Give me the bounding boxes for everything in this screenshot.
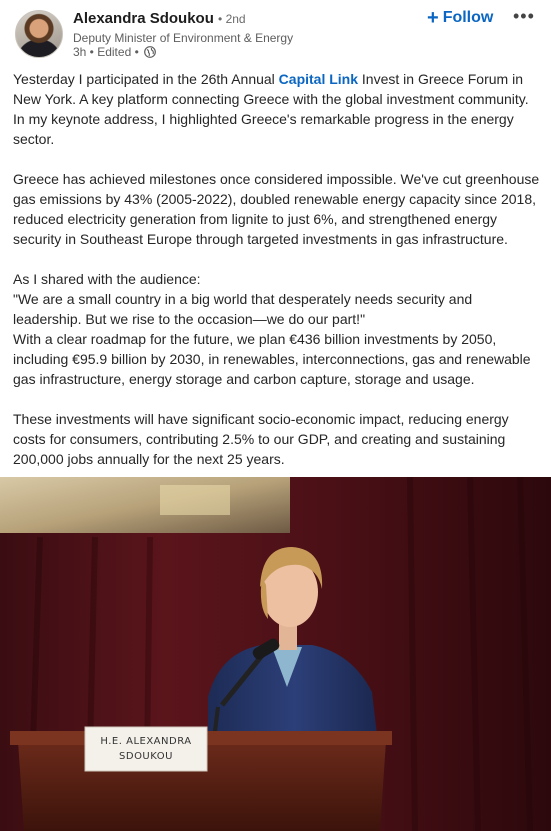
author-title: Deputy Minister of Environment & Energy: [73, 31, 294, 45]
capital-link-mention[interactable]: Capital Link: [278, 71, 359, 87]
author-name-row: [73, 10, 246, 27]
follow-label: Follow: [442, 9, 494, 26]
connection-degree: • 2nd: [218, 12, 246, 26]
post-paragraph-1: [13, 69, 541, 149]
post-p1-start: Yesterday I participated in the 26th Annual: [13, 71, 279, 87]
post-paragraph-4: These investments will have significant socio-economic impact, reducing energy costs for consumers, contributing 2.5% to our GDP, and creating and sustaining 200,000 jobs annually for the next 25 years.: [13, 411, 509, 467]
post-meta: [73, 45, 156, 59]
author-avatar[interactable]: [15, 10, 63, 58]
post-paragraph-2: Greece has achieved milestones once considered impossible. We've cut greenhouse gas emissions by 43% (2005-2022), doubled renewable energy capacity since 2018, reduced electricity generation from lignite to just 6%, and strengthened energy security in Southeast Europe through targeted investments in gas infrastructure.: [13, 171, 540, 247]
speaker-photo: [0, 477, 551, 831]
nameplate-text: H.E. ALEXANDRA SDOUKOU: [100, 736, 192, 762]
follow-button[interactable]: [427, 7, 493, 29]
post-time: 3h • Edited •: [73, 45, 139, 59]
more-options-button[interactable]: •••: [513, 6, 535, 26]
post-image[interactable]: [0, 477, 551, 831]
post-text: [13, 69, 541, 469]
post-paragraph-3-intro: As I shared with the audience:: [13, 271, 201, 287]
post-paragraph-3-rest: With a clear roadmap for the future, we plan €436 billion investments by 2050, including €95.9 billion by 2030, in renewables, interconnections, gas and renewable gas infrastructure, energy storage and carbon capture, storage and usage.: [13, 331, 531, 387]
plus-icon: +: [427, 7, 439, 29]
post-quote: "We are a small country in a big world that desperately needs security and leadership. But we rise to the occasion—we do our part!": [13, 291, 473, 327]
post-header: [0, 0, 551, 66]
globe-icon: [144, 46, 156, 58]
nameplate: [85, 727, 207, 771]
post-p1-end: Invest in Greece Forum in New York. A key platform connecting Greece with the global investment community. In my keynote address, I highlighted Greece's remarkable progress in the energy sector.: [13, 71, 529, 147]
author-name[interactable]: Alexandra Sdoukou: [73, 10, 214, 27]
